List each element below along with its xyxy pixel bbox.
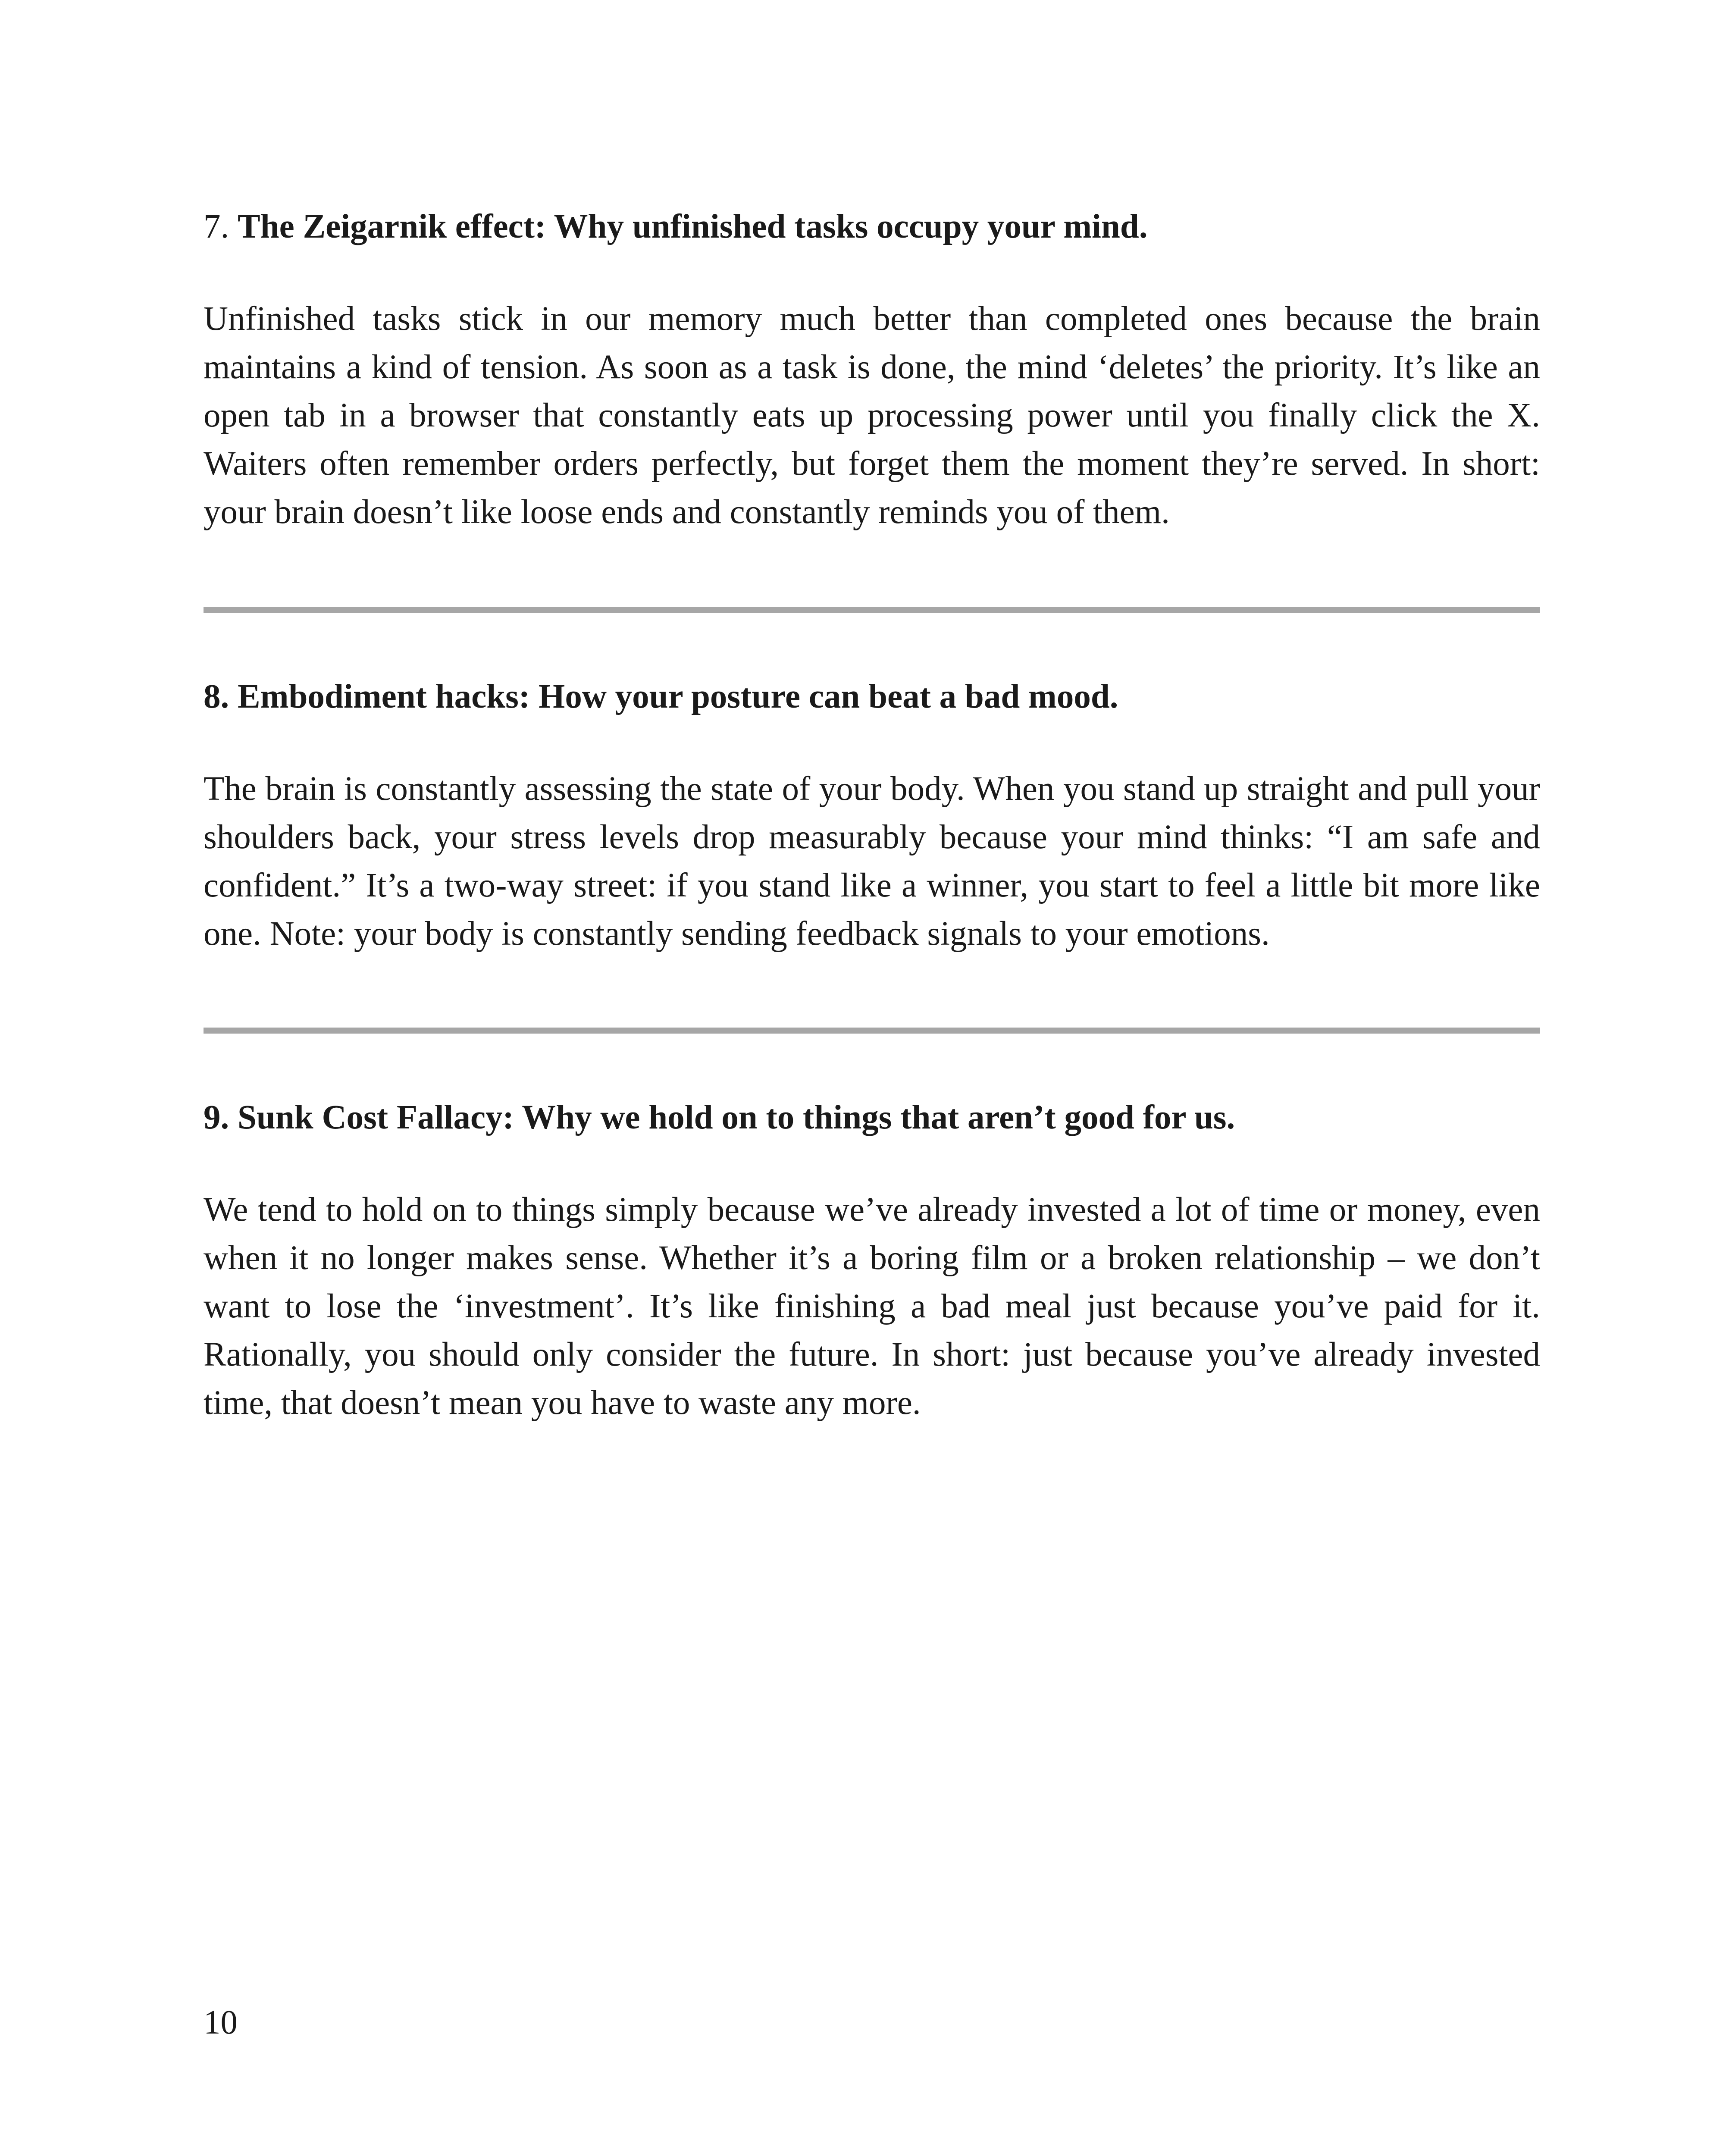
section-7-title: The Zeigarnik effect: Why unfinished tasks occupy your mind. — [238, 208, 1148, 245]
section-divider-2 — [204, 1028, 1540, 1034]
section-9-title: Sunk Cost Fallacy: Why we hold on to things that aren’t good for us. — [238, 1099, 1235, 1136]
section-7-body: Unfinished tasks stick in our memory much better than completed ones because the brain maintains a kind of tension. As soon as a task is done, the mind ‘deletes’ the priority. It’s like an open tab in a browser that constantly eats up processing power until you finally click the X. Waiters often remember orders perfectly, but forget them the moment they’re served. In short: your brain doesn’t like loose ends and constantly reminds you of them. — [204, 300, 1540, 531]
section-divider-1 — [204, 607, 1540, 613]
section-9-number: 9. — [204, 1099, 229, 1136]
section-7-heading — [204, 203, 1540, 251]
page-number: 10 — [204, 2004, 238, 2041]
section-7 — [204, 203, 1540, 531]
section-7-number: 7. — [204, 208, 229, 245]
section-8-heading — [204, 673, 1540, 721]
section-9 — [204, 1094, 1540, 1422]
section-8-title: Embodiment hacks: How your posture can beat a bad mood. — [238, 678, 1118, 715]
section-9-heading — [204, 1094, 1540, 1142]
section-8 — [204, 673, 1540, 953]
section-8-body: The brain is constantly assessing the state of your body. When you stand up straight and pull your shoulders back, your stress levels drop measurably because your mind thinks: “I am safe and confident.” It’s a two-way street: if you stand like a winner, you start to feel a little bit more like one. Note: your body is constantly sending feedback signals to your emotions. — [204, 770, 1540, 953]
section-8-number: 8. — [204, 678, 229, 715]
section-9-body: We tend to hold on to things simply because we’ve already invested a lot of time or money, even when it no longer makes sense. Whether it’s a boring film or a broken relationship – we don’t want to lose the ‘investment’. It’s like finishing a bad meal just because you’ve paid for it. Rationally, you should only consider the future. In short: just because you’ve already invested time, that doesn’t mean you have to waste any more. — [204, 1191, 1540, 1422]
